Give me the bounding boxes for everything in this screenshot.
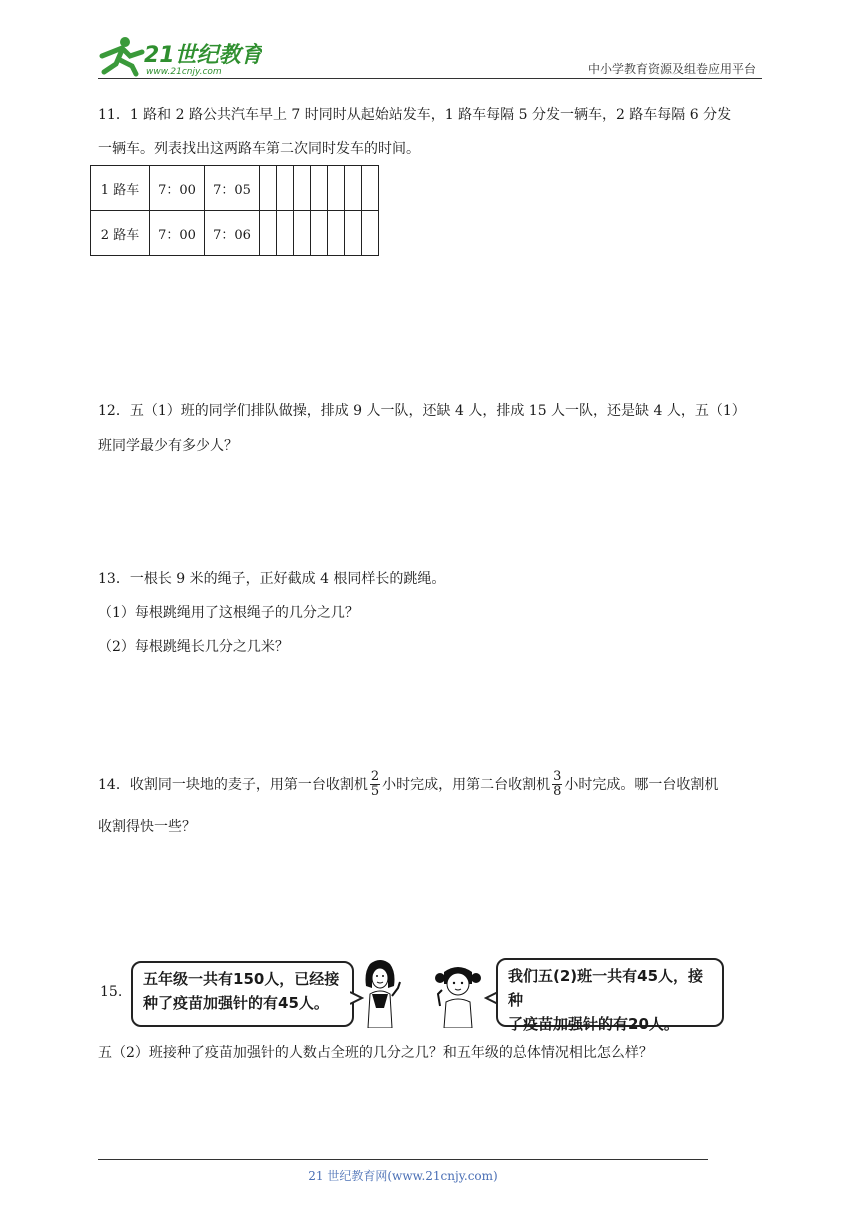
- empty-cell[interactable]: [328, 211, 345, 256]
- site-name: 中小学教育资源及组卷应用平台: [587, 62, 756, 76]
- table-cell: 7：00: [150, 166, 205, 211]
- empty-cell[interactable]: [294, 166, 311, 211]
- q12-text-line2: 班同学最少有多少人？: [98, 438, 238, 454]
- q14-part3: 小时完成。哪一台收割机: [564, 776, 719, 793]
- header-divider: [98, 78, 762, 79]
- table-cell: 7：06: [205, 211, 260, 256]
- footer-divider: [98, 1159, 708, 1160]
- table-row: [91, 166, 379, 211]
- svg-text:21世纪教育: 21世纪教育: [144, 43, 262, 68]
- logo: [92, 34, 262, 78]
- empty-cell[interactable]: [345, 211, 362, 256]
- empty-cell[interactable]: [277, 211, 294, 256]
- q13-subquestion-2: （2）每根跳绳长几分之几米？: [98, 639, 289, 655]
- table-cell: 1 路车: [91, 166, 150, 211]
- q14-text-line2: 收割得快一些？: [98, 819, 196, 835]
- empty-cell[interactable]: [328, 166, 345, 211]
- bus-schedule-table: [90, 165, 379, 256]
- empty-cell[interactable]: [311, 211, 328, 256]
- table-cell: 2 路车: [91, 211, 150, 256]
- q13-subquestion-1: （1）每根跳绳用了这根绳子的几分之几？: [98, 605, 359, 621]
- girl-student-icon: [434, 962, 482, 1028]
- table-cell: 7：00: [150, 211, 205, 256]
- table-cell: 7：05: [205, 166, 260, 211]
- q14-part1: 14．收割同一块地的麦子，用第一台收割机: [98, 776, 368, 793]
- empty-cell[interactable]: [362, 211, 379, 256]
- q11-text-line1: 11．1 路和 2 路公共汽车早上 7 时同时从起始站发车，1 路车每隔 5 分发一辆车，2 路车每隔 6 分发: [98, 107, 732, 123]
- empty-cell[interactable]: [294, 211, 311, 256]
- q15-question: 五（2）班接种了疫苗加强针的人数占全班的几分之几？和五年级的总体情况相比怎么样？: [98, 1045, 653, 1061]
- empty-cell[interactable]: [277, 166, 294, 211]
- q11-text-line2: 一辆车。列表找出这两路车第二次同时发车的时间。: [98, 141, 420, 157]
- fraction-2-5: $\frac{2}{5}$: [370, 769, 380, 799]
- empty-cell[interactable]: [260, 166, 277, 211]
- table-row: [91, 211, 379, 256]
- q14-part2: 小时完成，用第二台收割机: [382, 776, 551, 793]
- empty-cell[interactable]: [311, 166, 328, 211]
- q14-text-line1: [98, 770, 718, 799]
- q13-text-line1: 13．一根长 9 米的绳子，正好截成 4 根同样长的跳绳。: [98, 571, 446, 587]
- runner-logo-icon: [92, 34, 262, 78]
- speech-bubble-left: 五年级一共有150人，已经接 种了疫苗加强针的有45人。: [131, 961, 354, 1027]
- girl-teacher-icon: [358, 958, 404, 1028]
- footer-link[interactable]: 21 世纪教育网(www.21cnjy.com): [308, 1169, 498, 1183]
- speech-bubble-right: 我们五(2)班一共有45人，接种 了疫苗加强针的有20人。: [496, 958, 724, 1027]
- fraction-3-8: $\frac{3}{8}$: [553, 769, 562, 799]
- q15-number: 15.: [100, 984, 123, 1000]
- svg-text:www.21cnjy.com: www.21cnjy.com: [146, 67, 222, 77]
- empty-cell[interactable]: [362, 166, 379, 211]
- q12-text-line1: 12．五（1）班的同学们排队做操，排成 9 人一队，还缺 4 人，排成 15 人一队，还是缺 4 人，五（1）: [98, 403, 746, 419]
- empty-cell[interactable]: [345, 166, 362, 211]
- empty-cell[interactable]: [260, 211, 277, 256]
